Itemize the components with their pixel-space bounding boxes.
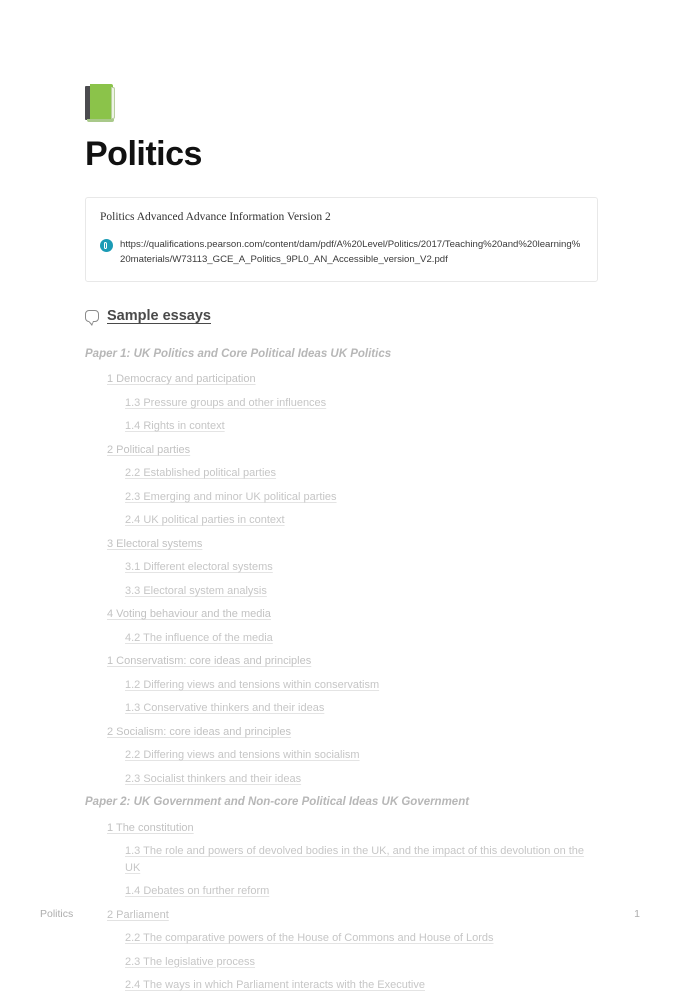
outline-item-level2[interactable]: 2.4 The ways in which Parliament interacts with the Executive <box>125 979 425 992</box>
document-content <box>85 84 600 1001</box>
pearson-favicon-icon <box>100 239 113 252</box>
outline-item-level2[interactable]: 2.3 Socialist thinkers and their ideas <box>125 772 302 785</box>
outline-item-level1[interactable]: 1 Democracy and participation <box>107 373 256 386</box>
outline-item-level2[interactable]: 3.1 Different electoral systems <box>125 561 273 574</box>
link-card-title: Politics Advanced Advance Information Version 2 <box>100 211 331 224</box>
section-heading-sample-essays[interactable] <box>85 308 600 324</box>
outline-item-level2[interactable]: 3.3 Electoral system analysis <box>125 584 267 597</box>
outline-paper-heading: Paper 2: UK Government and Non-core Political Ideas UK Government <box>85 796 470 809</box>
book-pages <box>111 87 115 119</box>
outline-item-level1[interactable]: 1 Conservatism: core ideas and principles <box>107 655 312 668</box>
outline-item-level2[interactable]: 2.4 UK political parties in context <box>125 514 285 527</box>
link-url[interactable]: https://qualifications.pearson.com/content/dam/pdf/A%20Level/Politics/2017/Teaching%20and%20learning%20materials/W73113_GCE_A_Politics_9PL0_AN_Accessible_version_V2.pdf <box>120 239 581 266</box>
outline-item-level2[interactable]: 1.3 The role and powers of devolved bodies in the UK, and the impact of this devolution on the UK <box>125 845 585 874</box>
outline-item-level2[interactable]: 1.4 Debates on further reform <box>125 885 270 898</box>
bookmark-link-card[interactable] <box>85 197 598 282</box>
comment-bubble-icon <box>85 310 99 322</box>
outline-item-level1[interactable]: 3 Electoral systems <box>107 537 203 550</box>
footer-page-number: 1 <box>634 908 640 920</box>
outline-item-level2[interactable]: 4.2 The influence of the media <box>125 631 273 644</box>
outline-item-level2[interactable]: 2.3 Emerging and minor UK political parties <box>125 490 337 503</box>
outline-item-level2[interactable]: 1.3 Pressure groups and other influences <box>125 396 327 409</box>
outline-item-level2[interactable]: 1.2 Differing views and tensions within conservatism <box>125 678 380 691</box>
outline-list <box>85 346 600 994</box>
outline-item-level2[interactable]: 1.3 Conservative thinkers and their ideas <box>125 702 325 715</box>
outline-item-level1[interactable]: 2 Political parties <box>107 443 191 456</box>
book-bottom-edge <box>87 119 114 122</box>
outline-item-level2[interactable]: 2.2 Established political parties <box>125 467 277 480</box>
outline-item-level1[interactable]: 1 The constitution <box>107 821 194 834</box>
page-footer <box>40 908 640 920</box>
page-title: Politics <box>85 135 202 173</box>
outline-item-level2[interactable]: 2.2 Differing views and tensions within socialism <box>125 749 360 762</box>
outline-item-level1[interactable]: 4 Voting behaviour and the media <box>107 608 271 621</box>
outline-item-level1[interactable]: 2 Parliament <box>107 908 169 921</box>
outline-item-level2[interactable]: 2.2 The comparative powers of the House of Commons and House of Lords <box>125 932 494 945</box>
green-book-icon <box>85 84 117 122</box>
outline-item-level2[interactable]: 1.4 Rights in context <box>125 420 225 433</box>
outline-item-level1[interactable]: 2 Socialism: core ideas and principles <box>107 725 292 738</box>
outline-item-level2[interactable]: 2.3 The legislative process <box>125 955 256 968</box>
link-row[interactable] <box>100 238 583 268</box>
footer-left-label: Politics <box>40 908 74 920</box>
book-cover <box>90 84 113 121</box>
outline-paper-heading: Paper 1: UK Politics and Core Political Ideas UK Politics <box>85 348 392 361</box>
section-title[interactable]: Sample essays <box>107 308 211 325</box>
